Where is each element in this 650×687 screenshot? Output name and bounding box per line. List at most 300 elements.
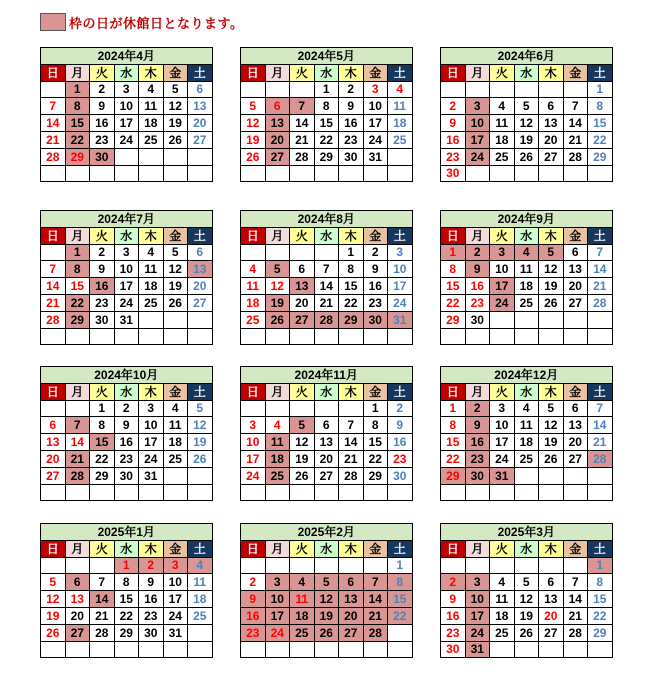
month-calendar [240,523,413,658]
day-cell: 9 [388,417,413,434]
day-cell: 9 [114,417,139,434]
day-cell: 21 [314,294,339,311]
day-cell: 10 [114,261,139,278]
day-cell: 23 [363,294,388,311]
day-cell: 26 [41,624,66,641]
empty-cell [514,467,539,484]
empty-cell [114,165,139,182]
empty-cell [163,165,188,182]
day-cell: 3 [114,81,139,98]
day-cell: 3 [114,244,139,261]
weekday-header: 金 [363,64,388,81]
day-cell: 31 [388,311,413,328]
day-cell: 28 [563,624,588,641]
day-cell: 27 [539,148,564,165]
weekday-header: 水 [514,540,539,557]
day-cell: 3 [465,574,490,591]
empty-cell [188,467,213,484]
day-cell: 2 [441,98,466,115]
empty-cell [188,165,213,182]
day-cell: 17 [265,607,290,624]
day-cell: 8 [65,98,90,115]
weekday-header: 土 [188,227,213,244]
month-calendar [240,210,413,345]
day-cell: 5 [539,400,564,417]
weekday-header: 木 [539,227,564,244]
day-cell: 3 [139,400,164,417]
day-cell: 16 [339,115,364,132]
empty-cell [563,557,588,574]
weekday-header: 月 [265,64,290,81]
day-cell: 18 [265,450,290,467]
day-cell: 4 [514,400,539,417]
empty-cell [188,641,213,658]
day-cell: 2 [441,574,466,591]
weekday-header: 木 [339,540,364,557]
weekday-header: 月 [265,383,290,400]
day-cell: 9 [465,261,490,278]
day-cell: 31 [363,148,388,165]
day-cell: 26 [163,131,188,148]
empty-cell [539,81,564,98]
empty-cell [563,328,588,345]
empty-cell [339,165,364,182]
day-cell: 7 [563,98,588,115]
day-cell: 16 [441,131,466,148]
day-cell: 9 [241,591,266,608]
month-calendar [440,366,613,501]
day-cell: 30 [90,311,115,328]
day-cell: 28 [90,624,115,641]
day-cell: 29 [339,311,364,328]
day-cell: 24 [241,467,266,484]
day-cell: 9 [90,98,115,115]
weekday-header: 水 [314,383,339,400]
day-cell: 24 [114,131,139,148]
day-cell: 10 [363,98,388,115]
day-cell: 16 [90,115,115,132]
day-cell: 19 [163,115,188,132]
day-cell: 1 [65,81,90,98]
empty-cell [514,81,539,98]
day-cell: 21 [363,607,388,624]
empty-cell [265,400,290,417]
day-cell: 26 [539,294,564,311]
empty-cell [388,484,413,501]
day-cell: 27 [188,294,213,311]
day-cell: 18 [388,115,413,132]
weekday-header: 金 [363,227,388,244]
month-title: 2024年12月 [441,367,613,384]
day-cell: 25 [139,294,164,311]
day-cell: 11 [188,574,213,591]
day-cell: 30 [441,165,466,182]
empty-cell [41,641,66,658]
day-cell: 14 [588,261,613,278]
day-cell: 6 [539,574,564,591]
weekday-header: 水 [514,383,539,400]
day-cell: 10 [490,417,515,434]
day-cell: 21 [90,607,115,624]
empty-cell [290,641,315,658]
empty-cell [539,165,564,182]
empty-cell [241,557,266,574]
weekday-header: 木 [139,540,164,557]
day-cell: 23 [114,450,139,467]
weekday-header: 木 [139,227,164,244]
day-cell: 29 [588,148,613,165]
day-cell: 12 [41,591,66,608]
weekday-header: 土 [388,64,413,81]
empty-cell [465,557,490,574]
weekday-header: 金 [363,540,388,557]
day-cell: 25 [490,148,515,165]
day-cell: 4 [163,400,188,417]
empty-cell [65,641,90,658]
weekday-header: 月 [465,227,490,244]
weekday-header: 木 [339,64,364,81]
weekday-header: 月 [65,64,90,81]
weekday-header: 金 [563,64,588,81]
day-cell: 2 [465,400,490,417]
empty-cell [188,624,213,641]
day-cell: 2 [90,81,115,98]
day-cell: 29 [441,311,466,328]
day-cell: 15 [588,115,613,132]
day-cell: 22 [114,607,139,624]
weekday-header: 木 [139,383,164,400]
day-cell: 26 [314,624,339,641]
day-cell: 10 [241,434,266,451]
weekday-header: 木 [339,227,364,244]
day-cell: 16 [139,591,164,608]
day-cell: 13 [290,278,315,295]
day-cell: 24 [490,294,515,311]
day-cell: 18 [490,607,515,624]
day-cell: 17 [363,115,388,132]
day-cell: 8 [588,574,613,591]
empty-cell [90,557,115,574]
month-title: 2025年2月 [241,524,413,541]
day-cell: 28 [339,467,364,484]
legend [40,13,243,31]
day-cell: 2 [339,81,364,98]
day-cell: 29 [65,311,90,328]
day-cell: 9 [465,417,490,434]
day-cell: 17 [241,450,266,467]
day-cell: 6 [290,261,315,278]
day-cell: 21 [339,450,364,467]
day-cell: 14 [588,417,613,434]
day-cell: 29 [363,467,388,484]
weekday-header: 日 [41,227,66,244]
day-cell: 30 [139,624,164,641]
empty-cell [465,484,490,501]
weekday-header: 火 [90,64,115,81]
empty-cell [363,557,388,574]
day-cell: 19 [314,607,339,624]
day-cell: 25 [163,450,188,467]
day-cell: 14 [314,278,339,295]
day-cell: 14 [563,591,588,608]
empty-cell [41,81,66,98]
day-cell: 15 [65,115,90,132]
day-cell: 29 [90,467,115,484]
empty-cell [539,328,564,345]
day-cell: 28 [588,450,613,467]
empty-cell [41,244,66,261]
empty-cell [290,400,315,417]
weekday-header: 水 [514,64,539,81]
day-cell: 5 [539,244,564,261]
day-cell: 31 [465,641,490,658]
day-cell: 16 [114,434,139,451]
day-cell: 25 [388,131,413,148]
empty-cell [90,328,115,345]
month-title: 2025年3月 [441,524,613,541]
day-cell: 11 [163,417,188,434]
empty-cell [388,328,413,345]
day-cell: 16 [465,434,490,451]
empty-cell [539,557,564,574]
day-cell: 22 [65,294,90,311]
weekday-header: 日 [41,540,66,557]
weekday-header: 月 [465,383,490,400]
empty-cell [90,484,115,501]
day-cell: 20 [65,607,90,624]
day-cell: 1 [65,244,90,261]
day-cell: 31 [163,624,188,641]
day-cell: 15 [441,278,466,295]
day-cell: 17 [139,434,164,451]
empty-cell [490,641,515,658]
day-cell: 23 [465,294,490,311]
day-cell: 19 [241,131,266,148]
month-title: 2024年8月 [241,211,413,228]
empty-cell [265,641,290,658]
day-cell: 11 [490,115,515,132]
weekday-header: 水 [314,540,339,557]
day-cell: 25 [490,624,515,641]
day-cell: 3 [163,557,188,574]
empty-cell [588,328,613,345]
day-cell: 13 [539,115,564,132]
day-cell: 24 [465,624,490,641]
day-cell: 4 [139,81,164,98]
weekday-header: 水 [514,227,539,244]
day-cell: 20 [339,607,364,624]
month-title: 2024年7月 [41,211,213,228]
day-cell: 24 [465,148,490,165]
day-cell: 7 [41,261,66,278]
day-cell: 16 [441,607,466,624]
month-calendar [440,523,613,658]
day-cell: 18 [188,591,213,608]
day-cell: 12 [514,591,539,608]
day-cell: 29 [114,624,139,641]
weekday-header: 土 [188,383,213,400]
weekday-header: 火 [490,540,515,557]
day-cell: 27 [539,624,564,641]
day-cell: 17 [388,278,413,295]
day-cell: 27 [41,467,66,484]
weekday-header: 土 [188,64,213,81]
weekday-header: 月 [265,540,290,557]
day-cell: 18 [163,434,188,451]
day-cell: 15 [388,591,413,608]
weekday-header: 木 [139,64,164,81]
day-cell: 30 [339,148,364,165]
day-cell: 17 [490,278,515,295]
weekday-header: 日 [41,64,66,81]
day-cell: 2 [241,574,266,591]
day-cell: 10 [490,261,515,278]
day-cell: 12 [539,261,564,278]
empty-cell [114,328,139,345]
day-cell: 4 [241,261,266,278]
weekday-header: 金 [163,64,188,81]
day-cell: 21 [41,131,66,148]
empty-cell [265,484,290,501]
month-calendar [40,523,213,658]
day-cell: 4 [490,574,515,591]
empty-cell [563,165,588,182]
day-cell: 9 [441,115,466,132]
day-cell: 6 [265,98,290,115]
day-cell: 1 [588,81,613,98]
day-cell: 29 [314,148,339,165]
empty-cell [563,641,588,658]
day-cell: 22 [588,131,613,148]
day-cell: 25 [139,131,164,148]
day-cell: 4 [290,574,315,591]
empty-cell [441,328,466,345]
day-cell: 5 [514,98,539,115]
empty-cell [290,557,315,574]
weekday-header: 土 [588,383,613,400]
day-cell: 25 [241,311,266,328]
day-cell: 1 [114,557,139,574]
day-cell: 23 [339,131,364,148]
day-cell: 8 [441,417,466,434]
empty-cell [65,328,90,345]
day-cell: 18 [514,434,539,451]
day-cell: 12 [163,98,188,115]
weekday-header: 日 [441,64,466,81]
day-cell: 7 [314,261,339,278]
day-cell: 16 [388,434,413,451]
month-calendar [240,366,413,501]
empty-cell [114,484,139,501]
day-cell: 8 [114,574,139,591]
day-cell: 18 [139,278,164,295]
day-cell: 7 [588,244,613,261]
empty-cell [265,557,290,574]
weekday-header: 金 [363,383,388,400]
empty-cell [139,311,164,328]
empty-cell [139,328,164,345]
day-cell: 10 [388,261,413,278]
day-cell: 26 [163,294,188,311]
day-cell: 11 [139,261,164,278]
day-cell: 25 [188,607,213,624]
empty-cell [188,311,213,328]
day-cell: 1 [339,244,364,261]
empty-cell [314,244,339,261]
day-cell: 25 [290,624,315,641]
empty-cell [588,641,613,658]
month-calendar [40,47,213,182]
empty-cell [241,400,266,417]
month-calendar [40,210,213,345]
empty-cell [588,311,613,328]
weekday-header: 月 [265,227,290,244]
empty-cell [241,81,266,98]
empty-cell [163,311,188,328]
empty-cell [139,641,164,658]
weekday-header: 日 [241,227,266,244]
empty-cell [290,328,315,345]
day-cell: 15 [363,434,388,451]
day-cell: 23 [441,624,466,641]
day-cell: 21 [41,294,66,311]
day-cell: 3 [363,81,388,98]
day-cell: 31 [114,311,139,328]
day-cell: 14 [41,115,66,132]
empty-cell [41,484,66,501]
weekday-header: 水 [314,227,339,244]
empty-cell [539,467,564,484]
day-cell: 22 [90,450,115,467]
day-cell: 28 [290,148,315,165]
day-cell: 24 [388,294,413,311]
empty-cell [163,467,188,484]
empty-cell [363,641,388,658]
empty-cell [588,467,613,484]
empty-cell [114,148,139,165]
day-cell: 13 [265,115,290,132]
empty-cell [90,641,115,658]
weekday-header: 木 [539,540,564,557]
empty-cell [314,400,339,417]
day-cell: 7 [339,417,364,434]
empty-cell [41,328,66,345]
day-cell: 26 [514,624,539,641]
day-cell: 13 [188,261,213,278]
day-cell: 7 [90,574,115,591]
day-cell: 4 [388,81,413,98]
day-cell: 31 [490,467,515,484]
day-cell: 21 [65,450,90,467]
empty-cell [490,484,515,501]
day-cell: 21 [290,131,315,148]
weekday-header: 火 [90,540,115,557]
day-cell: 8 [314,98,339,115]
day-cell: 16 [465,278,490,295]
day-cell: 17 [163,591,188,608]
empty-cell [314,641,339,658]
day-cell: 17 [465,131,490,148]
weekday-header: 金 [163,227,188,244]
day-cell: 9 [90,261,115,278]
day-cell: 30 [363,311,388,328]
weekday-header: 日 [241,64,266,81]
day-cell: 6 [563,244,588,261]
day-cell: 3 [265,574,290,591]
day-cell: 18 [514,278,539,295]
weekday-header: 火 [290,227,315,244]
weekday-header: 日 [241,540,266,557]
